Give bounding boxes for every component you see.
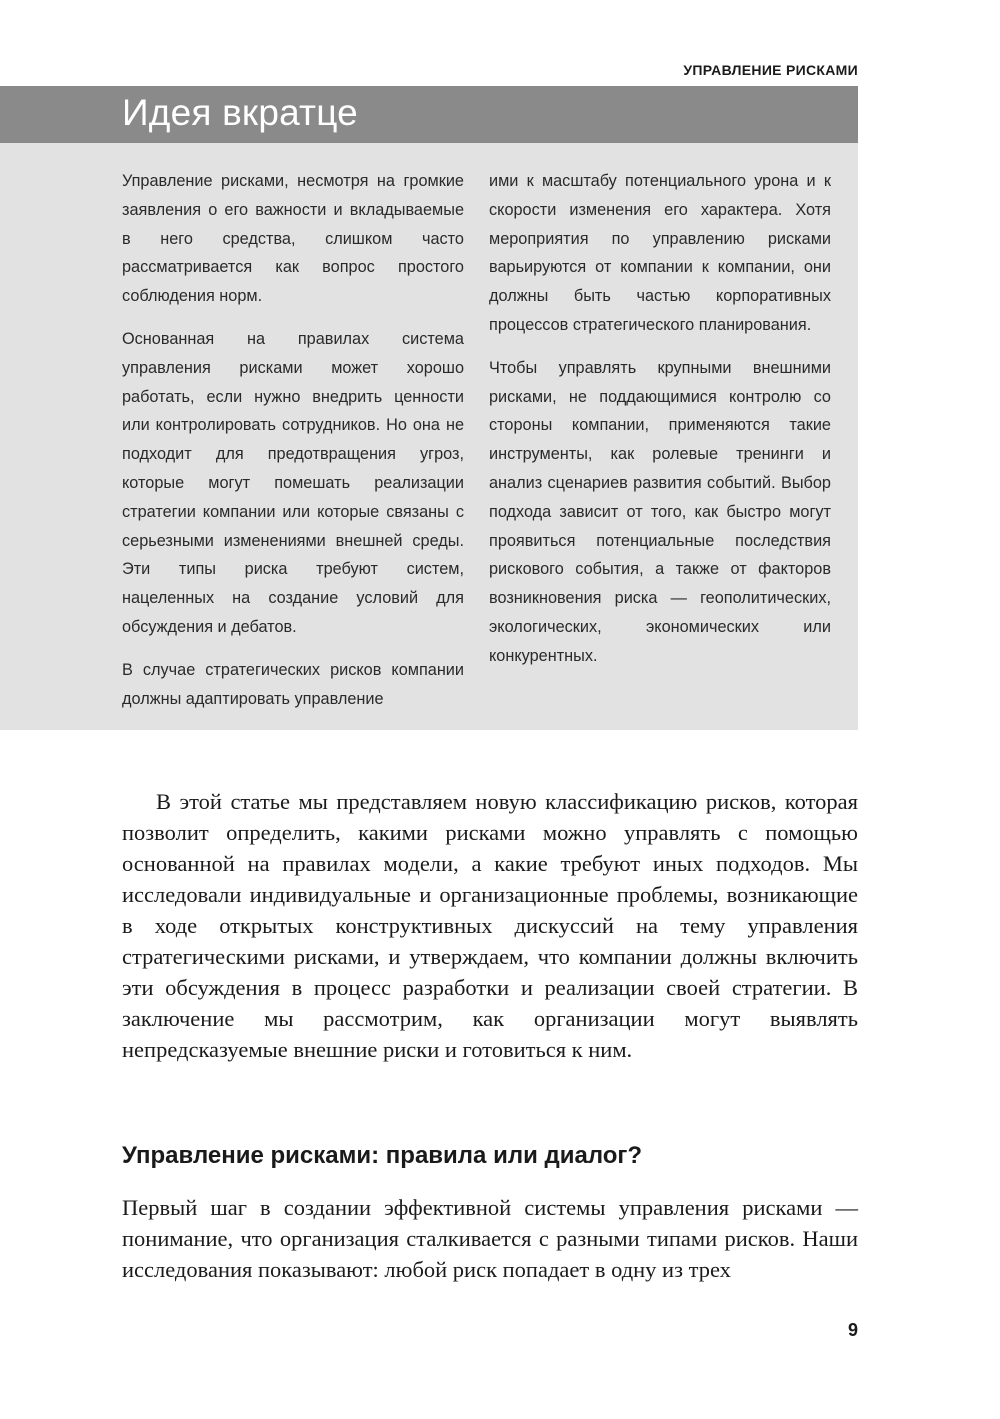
idea-box-left-column (122, 167, 464, 727)
intro-paragraph: В этой статье мы представляем новую классификацию рисков, которая позволит определить, какими рисками можно управлять с помощью основанной на правилах модели, а какие требуют иных подходов. Мы исследовали индивидуальные и организационные проблемы, возникающие в ходе открытых конструктивных дискуссий на тему управления стратегическими рисками, и утверждаем, что компании должны включить эти обсуждения в процесс разработки и реализации своей стратегии. В заключение мы рассмотрим, как организации могут выявлять непредсказуемые внешние риски и готовиться к ним. (122, 789, 858, 1062)
idea-box-header (0, 86, 858, 143)
idea-box (0, 143, 858, 730)
section-paragraph: Первый шаг в создании эффективной системы управления рисками — понимание, что организация сталкивается с разными типами рисков. Наши исследования показывают: любой риск попадает в одну из трех (122, 1195, 858, 1282)
idea-box-right-column (489, 167, 831, 685)
idea-paragraph: Чтобы управлять крупными внешними рисками, не поддающимися контролю со стороны компании, применяются такие инструменты, как ролевые тренинги и анализ сценариев развития событий. Выбор подхода зависит от того, как быстро могут проявиться потенциальные последствия рискового события, а также от факторов возникновения риска — геополитических, экологических, экономических или конкурентных. (489, 358, 831, 665)
idea-paragraph: Основанная на правилах система управления рисками может хорошо работать, если нужно внедрить ценности или контролировать сотрудников. Но она не подходит для предотвращения угроз, которые могут помешать реализации стратегии компании или которые связаны с серьезными изменениями внешней среды. Эти типы риска требуют систем, нацеленных на создание условий для обсуждения и дебатов. (122, 329, 464, 636)
idea-box-title: Идея вкратце (122, 92, 358, 133)
idea-paragraph: ими к масштабу потенциального урона и к скорости изменения его характера. Хотя мероприятия по управлению рисками варьируются от компании к компании, они должны быть частью корпоративных процессов стратегического планирования. (489, 172, 831, 334)
idea-paragraph: Управление рисками, несмотря на громкие заявления о его важности и вкладываемые в него средства, слишком часто рассматривается как вопрос простого соблюдения норм. (122, 172, 464, 306)
section-text (122, 1192, 858, 1285)
running-head: УПРАВЛЕНИЕ РИСКАМИ (683, 62, 858, 78)
section-heading: Управление рисками: правила или диалог? (122, 1142, 643, 1169)
idea-paragraph: В случае стратегических рисков компании должны адаптировать управление (122, 660, 464, 708)
page-number: 9 (847, 1320, 858, 1340)
intro-text (122, 786, 858, 1065)
